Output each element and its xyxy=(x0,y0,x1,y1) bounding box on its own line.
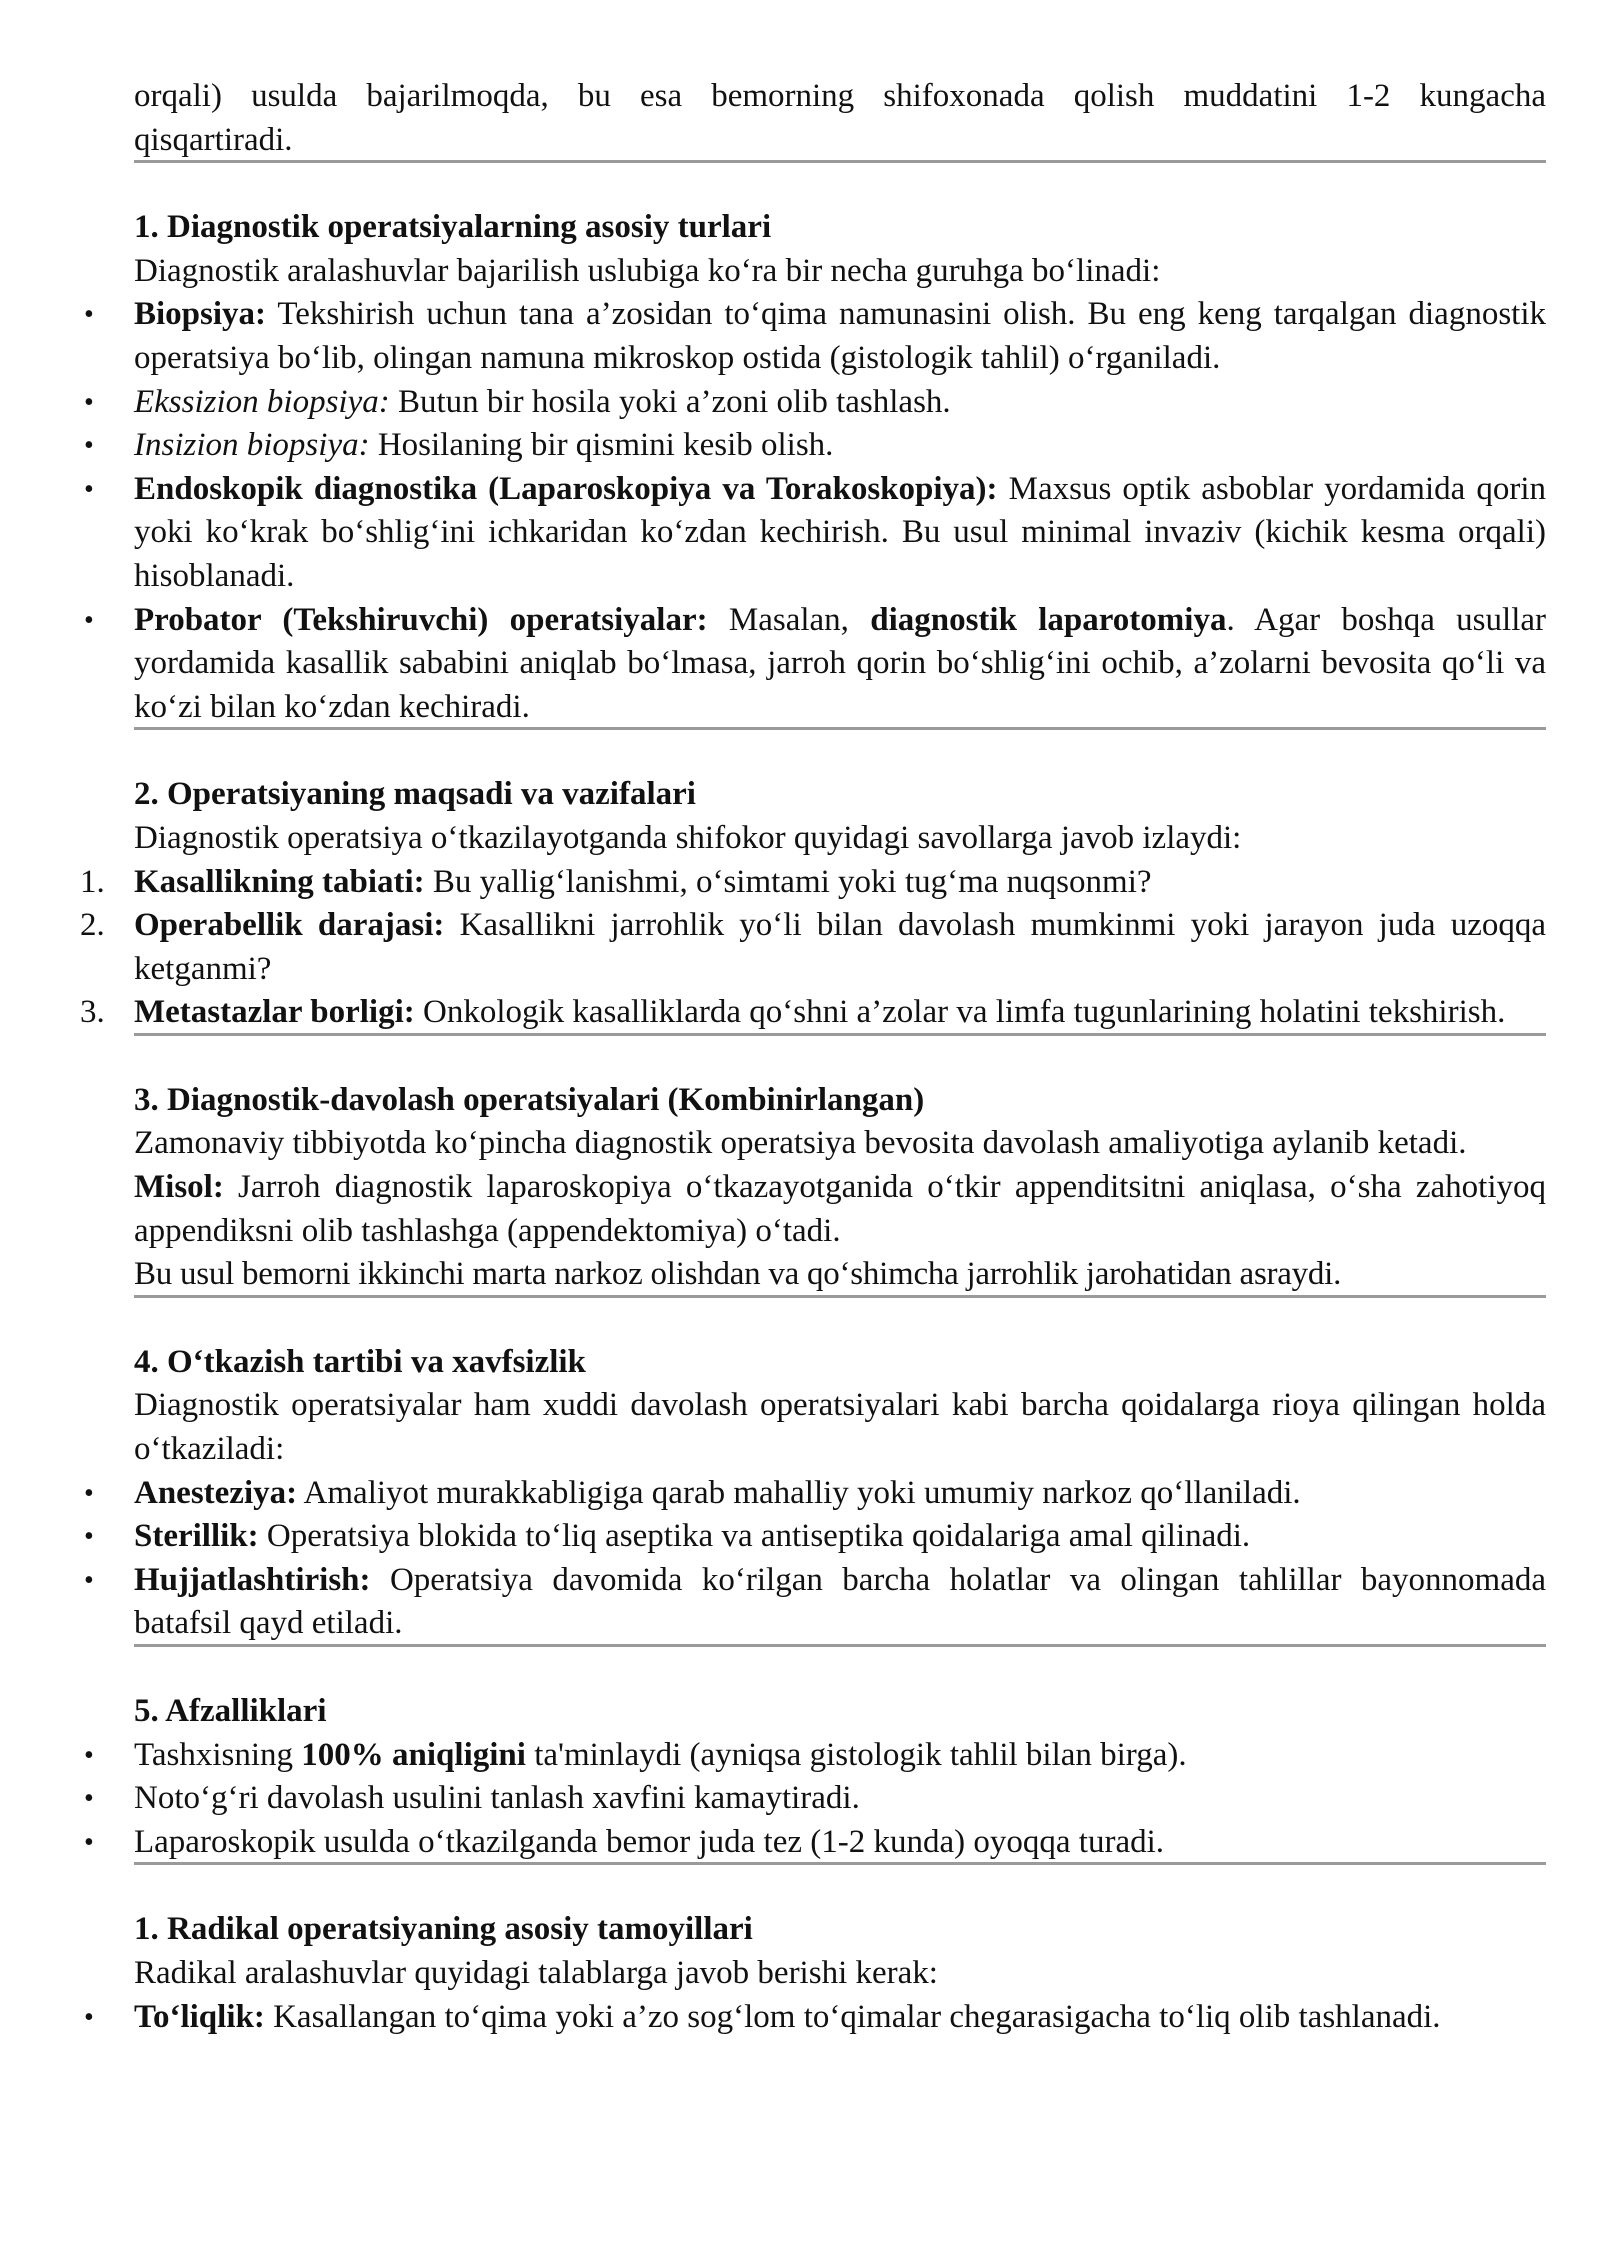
bullet-icon: • xyxy=(84,1783,94,1815)
document-page xyxy=(80,75,1546,2039)
list-item: 3. Metastazlar borligi: Onkologik kasalliklarda qo‘shni a’zolar va limfa tugunlarining holatini tekshirish. xyxy=(134,991,1546,1035)
section-title: 1. Diagnostik operatsiyalarning asosiy turlari xyxy=(134,209,772,246)
section-lead: Diagnostik aralashuvlar bajarilish uslubiga ko‘ra bir necha guruhga bo‘linadi: xyxy=(134,252,1161,289)
intro-line-1: orqali) usulda bajarilmoqda, bu esa bemorning shifoxonada qolish muddatini 1-2 kungacha xyxy=(134,78,1546,114)
list-item: • Anesteziya: Amaliyot murakkabligiga qarab mahalliy yoki umumiy narkoz qo‘llaniladi. xyxy=(134,1472,1546,1516)
section-lead: Radikal aralashuvlar quyidagi talablarga javob berishi kerak: xyxy=(134,1954,938,1991)
bullet-list xyxy=(84,1472,1546,1646)
intro-paragraph xyxy=(134,75,1546,162)
item-number: 3. xyxy=(80,994,105,1031)
bullet-icon: • xyxy=(84,1564,94,1596)
section-diagnostic-types xyxy=(84,163,1546,729)
list-item: • Laparoskopik usulda o‘tkazilganda bemor juda tez (1-2 kunda) oyoqqa turadi. xyxy=(134,1821,1546,1865)
section-title: 4. O‘tkazish tartibi va xavfsizlik xyxy=(134,1343,586,1380)
section-combined-operations xyxy=(134,1036,1546,1297)
section-lead: Diagnostik operatsiyalar ham xuddi davolash operatsiyalari kabi barcha qoidalarga rioya qilingan holda o‘tkaziladi: xyxy=(134,1387,1546,1468)
item-number: 1. xyxy=(80,863,105,900)
section-title: 5. Afzalliklari xyxy=(134,1693,327,1729)
list-item: 2. Operabellik darajasi: Kasallikni jarrohlik yo‘li bilan davolash mumkinmi yoki jarayon juda uzoqqa ketganmi? xyxy=(134,904,1546,991)
bullet-icon: • xyxy=(84,430,94,462)
intro-line-2: qisqartiradi. xyxy=(134,121,293,158)
numbered-list xyxy=(80,861,1546,1035)
section-goals xyxy=(80,730,1546,1035)
bullet-icon: • xyxy=(84,473,94,505)
section-title: 3. Diagnostik-davolash operatsiyalari (Kombinirlangan) xyxy=(134,1081,925,1118)
list-item: • Endoskopik diagnostika (Laparoskopiya va Torakoskopiya): Maxsus optik asboblar yordamida qorin yoki ko‘krak bo‘shlig‘ini ichkaridan ko‘zdan kechirish. Bu usul minimal invaziv (kichik kesma orqali) hisoblanadi. xyxy=(134,468,1546,599)
section-lead: Diagnostik operatsiya o‘tkazilayotganda shifokor quyidagi savollarga javob izlaydi: xyxy=(134,819,1242,856)
bullet-icon: • xyxy=(84,1477,94,1509)
list-item: 1. Kasallikning tabiati: Bu yallig‘lanishmi, o‘simtami yoki tug‘ma nuqsonmi? xyxy=(134,861,1546,905)
list-item: • Tashxisning 100% aniqligini ta'minlaydi (ayniqsa gistologik tahlil bilan birga). xyxy=(134,1734,1546,1778)
section-title: 1. Radikal operatsiyaning asosiy tamoyillari xyxy=(134,1911,753,1948)
section-radical-principles xyxy=(84,1865,1546,2039)
list-item: • Insizion biopsiya: Hosilaning bir qismini kesib olish. xyxy=(134,424,1546,468)
bullet-icon: • xyxy=(84,604,94,636)
bullet-icon: • xyxy=(84,386,94,418)
bullet-list xyxy=(84,1734,1546,1865)
bullet-icon: • xyxy=(84,299,94,331)
list-item: • Biopsiya: Tekshirish uchun tana a’zosidan to‘qima namunasini olish. Bu eng keng tarqalgan diagnostik operatsiya bo‘lib, olingan namuna mikroskop ostida (gistologik tahlil) o‘rganiladi. xyxy=(134,293,1546,380)
list-item: • Noto‘g‘ri davolash usulini tanlash xavfini kamaytiradi. xyxy=(134,1777,1546,1821)
list-item: • Ekssizion biopsiya: Butun bir hosila yoki a’zoni olib tashlash. xyxy=(134,381,1546,425)
paragraph: Zamonaviy tibbiyotda ko‘pincha diagnostik operatsiya bevosita davolash amaliyotiga aylanib ketadi. xyxy=(134,1125,1467,1162)
section-advantages xyxy=(84,1647,1546,1864)
bullet-icon: • xyxy=(84,2001,94,2033)
bullet-icon: • xyxy=(84,1826,94,1858)
example-paragraph: Misol: Jarroh diagnostik laparoskopiya o‘tkazayotganida o‘tkir appenditsitni aniqlasa, o‘sha zahotiyoq appendiksni olib tashlashga (appendektomiya) o‘tadi. xyxy=(134,1169,1546,1249)
list-item: • Probator (Tekshiruvchi) operatsiyalar: Masalan, diagnostik laparotomiya. Agar boshqa usullar yordamida kasallik sababini aniqlab bo‘lmasa, jarroh qorin bo‘shlig‘ini ochib, a’zolarni bevosita qo‘li va ko‘zi bilan ko‘zdan kechiradi. xyxy=(134,599,1546,730)
bullet-icon: • xyxy=(84,1521,94,1553)
bullet-icon: • xyxy=(84,1739,94,1771)
bullet-list xyxy=(84,1996,1546,2040)
list-item: • To‘liqlik: Kasallangan to‘qima yoki a’zo sog‘lom to‘qimalar chegarasigacha to‘liq olib tashlanadi. xyxy=(134,1996,1546,2040)
paragraph: Bu usul bemorni ikkinchi marta narkoz olishdan va qo‘shimcha jarrohlik jarohatidan asraydi. xyxy=(134,1256,1342,1293)
list-item: • Sterillik: Operatsiya blokida to‘liq aseptika va antiseptika qoidalariga amal qilinadi. xyxy=(134,1515,1546,1559)
section-title: 2. Operatsiyaning maqsadi va vazifalari xyxy=(134,776,696,813)
bullet-list xyxy=(84,293,1546,729)
item-number: 2. xyxy=(80,907,105,944)
section-procedure-safety xyxy=(84,1298,1546,1646)
list-item: • Hujjatlashtirish: Operatsiya davomida ko‘rilgan barcha holatlar va olingan tahlillar bayonnomada batafsil qayd etiladi. xyxy=(134,1559,1546,1646)
